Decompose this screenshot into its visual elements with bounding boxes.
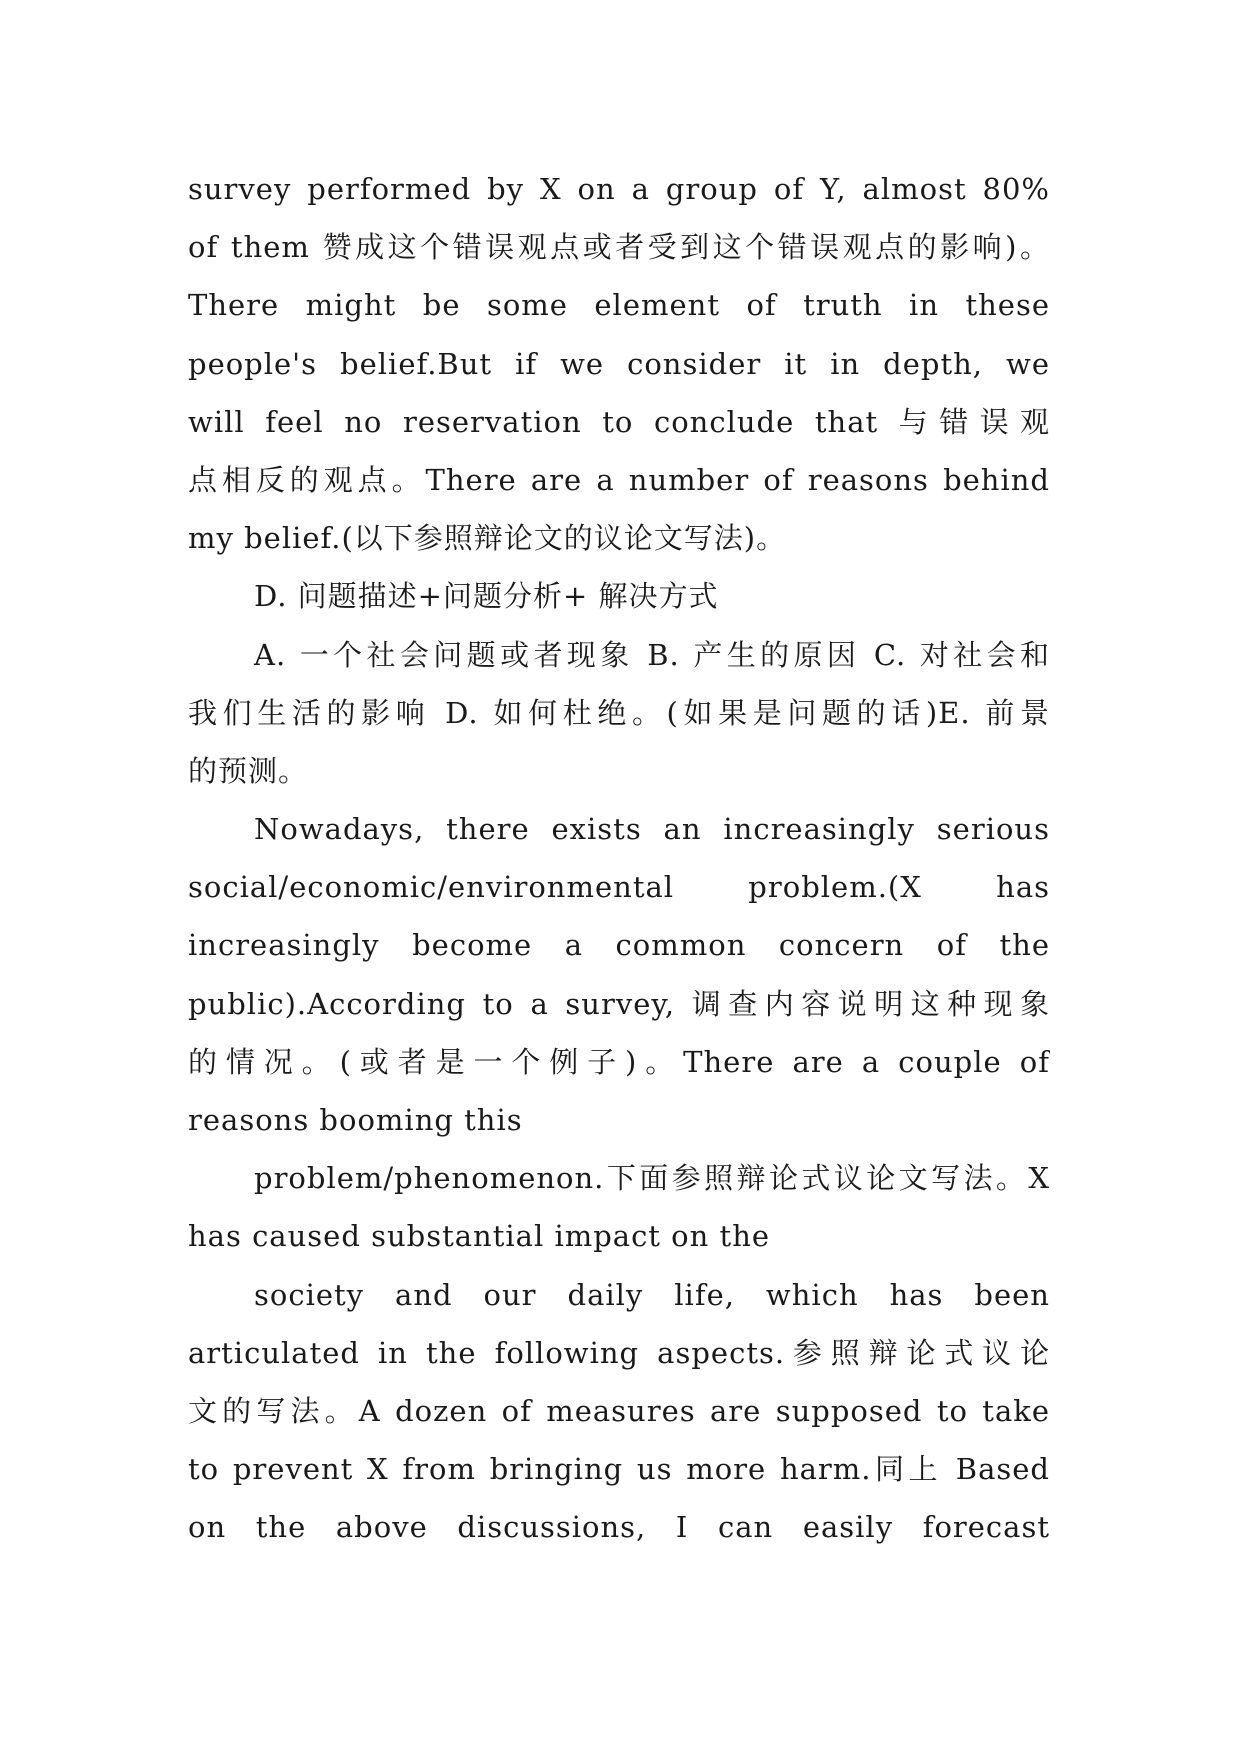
text-line: Nowadays, there exists an increasingly serious [254, 812, 1050, 847]
text-line: 的预测。 [188, 753, 309, 788]
text-line: public).According to a survey, 调查内容说明这种现象 [188, 986, 1050, 1021]
text-line: people's belief.But if we consider it in depth, we [188, 346, 1050, 381]
text-line: on the above discussions, I can easily forecast [188, 1510, 1050, 1545]
text-line: my belief.(以下参照辩论文的议论文写法)。 [188, 521, 787, 556]
text-line: has caused substantial impact on the [188, 1219, 771, 1254]
section-heading: D. 问题描述+问题分析+ 解决方式 [254, 579, 719, 614]
text-line: 我们生活的影响 D. 如何杜绝。(如果是问题的话)E. 前景 [188, 695, 1050, 730]
text-line: 的情况。(或者是一个例子)。There are a couple of [188, 1044, 1050, 1079]
body-text [188, 160, 1050, 1557]
text-line: A. 一个社会问题或者现象 B. 产生的原因 C. 对社会和 [254, 637, 1050, 672]
text-line: 文的写法。A dozen of measures are supposed to take [188, 1393, 1050, 1428]
text-line: increasingly become a common concern of the [188, 928, 1050, 963]
text-line: society and our daily life, which has been [254, 1277, 1050, 1312]
text-line: 点相反的观点。There are a number of reasons behind [188, 462, 1050, 497]
text-line: will feel no reservation to conclude that 与错误观 [188, 404, 1050, 439]
text-line: There might be some element of truth in these [188, 288, 1050, 323]
text-line: of them 赞成这个错误观点或者受到这个错误观点的影响)。 [188, 230, 1050, 265]
text-line: to prevent X from bringing us more harm.同上 Based [188, 1452, 1050, 1487]
text-line: survey performed by X on a group of Y, almost 80% [188, 172, 1050, 206]
text-line: articulated in the following aspects.参照辩论式议论 [188, 1335, 1050, 1370]
text-line: problem/phenomenon.下面参照辩论式议论文写法。X [254, 1161, 1050, 1196]
text-line: reasons booming this [188, 1103, 523, 1137]
text-line: social/economic/environmental problem.(X has [188, 870, 1050, 905]
